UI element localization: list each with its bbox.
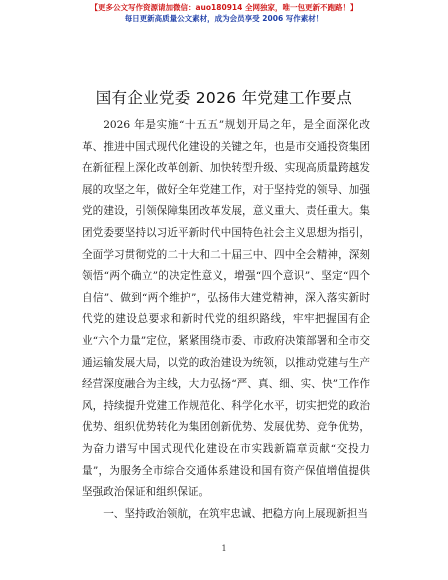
body-paragraph-intro: 2026 年是实施“十五五”规划开局之年，是全面深化改革、推进中国式现代化建设的关键之年，也是市交通投资集团在新征程上深化改革创新、加快转型升级、实现高质量跨越发展的攻坚之年，做好全年党建工作，对于坚持党的领导、加强党的建设，引领保障集团改革发展，意义重大、责任重大。集团党委要坚持以习近平新时代中国特色社会主义思想为指引，全面学习贯彻党的二十大和二十届三中、四中全会精神，深刻领悟“两个确立”的决定性意义，增强“四个意识”、坚定“四个自信”、做到“两个维护”，弘扬伟大建党精神，深入落实新时代党的建设总要求和新时代党的组织路线，牢牢把握国有企业“六个力量”定位，紧紧围绕市委、市政府决策部署和全市交通运输发展大局，以党的政治建设为统领，以推动党建与生产经营深度融合为主线，大力弘扬“严、真、细、实、快”工作作风，持续提升党建工作规范化、科学化水平，切实把党的政治优势、组织优势转化为集团创新优势、发展优势、竞争优势，为奋力谱写中国式现代化建设在市实践新篇章贡献“交投力量”，为服务全市综合交通体系建设和国有资产保值增值提供坚强政治保证和组织保证。 xyxy=(82,119,370,499)
promo-banner-line-1: 【更多公文写作资源请加微信：auo180914 全网独家，唯一包更新不跑路！】 xyxy=(90,3,358,12)
promo-banner xyxy=(0,2,448,24)
document-body xyxy=(82,115,370,525)
section-heading-1: 一、坚持政治领航，在筑牢忠诚、把稳方向上展现新担当 xyxy=(103,507,369,520)
document-title: 国有企业党委 2026 年党建工作要点 xyxy=(95,89,353,107)
promo-banner-line-2: 每日更新高质量公文素材，成为会员享受 2006 写作素材！ xyxy=(124,14,324,23)
page-number: 1 xyxy=(221,544,227,553)
